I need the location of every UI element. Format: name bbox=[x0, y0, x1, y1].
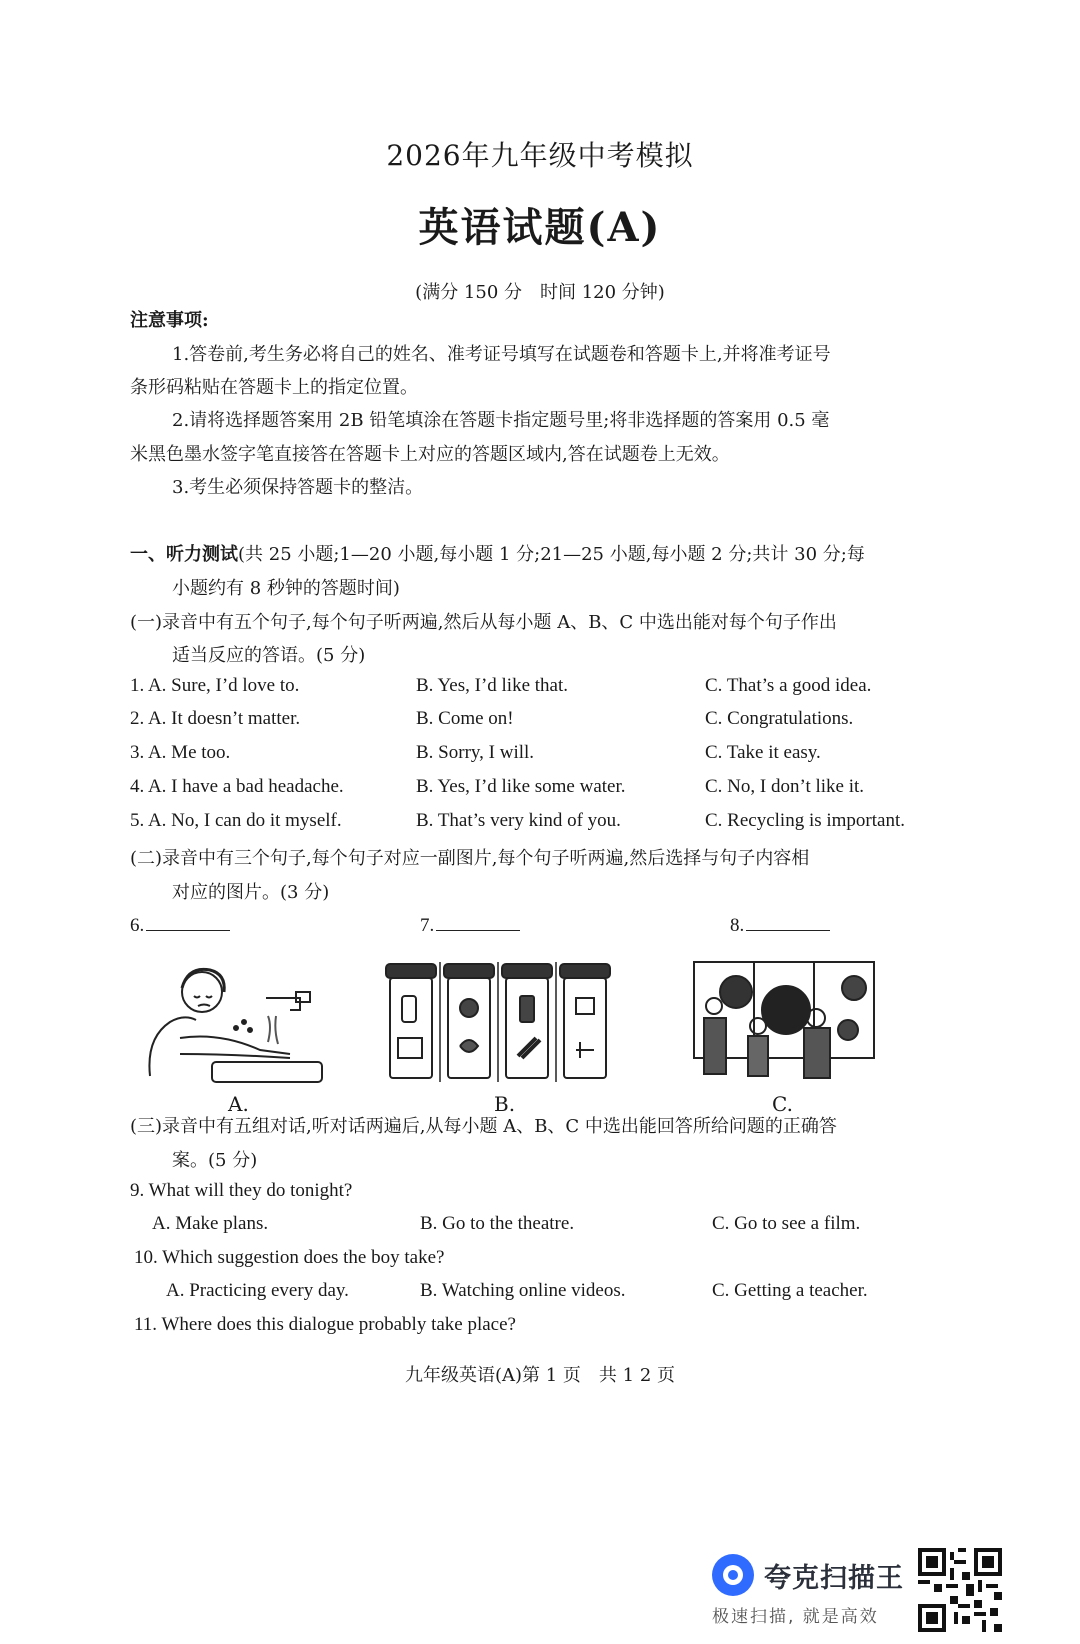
picture-a-label: A. bbox=[228, 1092, 249, 1116]
q9-option-c: C. Go to see a film. bbox=[712, 1213, 861, 1234]
q6-blank bbox=[130, 914, 230, 937]
exam-title: 2026年九年级中考模拟 bbox=[386, 139, 694, 172]
quark-logo-icon bbox=[712, 1554, 754, 1596]
section-1-desc-line-2: 小题约有 8 秒钟的答题时间) bbox=[172, 578, 400, 599]
part-1-instructions-line-1: (一)录音中有五个句子,每个句子听两遍,然后从每小题 A、B、C 中选出能对每个句子作出 bbox=[130, 612, 837, 633]
q8-blank bbox=[730, 914, 830, 937]
boy-washing-hands-picture bbox=[140, 958, 330, 1116]
q10-option-a: A. Practicing every day. bbox=[166, 1280, 349, 1301]
q4-option-c: C. No, I don’t like it. bbox=[705, 776, 865, 797]
q10-option-c: C. Getting a teacher. bbox=[712, 1280, 868, 1301]
score-time: (满分 150 分 时间 120 分钟) bbox=[415, 282, 665, 303]
part-2-instructions-line-2: 对应的图片。(3 分) bbox=[172, 882, 330, 903]
q1-option-c: C. That’s a good idea. bbox=[705, 675, 872, 696]
notes-item-2-line-2: 米黑色墨水签字笔直接答在答题卡上对应的答题区域内,答在试题卷上无效。 bbox=[130, 444, 730, 465]
q6-answer-line bbox=[146, 914, 230, 931]
bin-3 bbox=[502, 964, 552, 1078]
part-3-instructions-line-2: 案。(5 分) bbox=[172, 1150, 258, 1171]
subject-title: 英语试题(A) bbox=[418, 204, 662, 251]
scanner-slogan: 极速扫描, 就是高效 bbox=[712, 1607, 879, 1627]
scanner-app-name: 夸克扫描王 bbox=[764, 1563, 904, 1594]
section-1-label: 一、听力测试 bbox=[130, 544, 238, 565]
q4-option-b: B. Yes, I’d like some water. bbox=[416, 776, 626, 797]
part-3-instructions-line-1: (三)录音中有五组对话,听对话两遍后,从每小题 A、B、C 中选出能回答所给问题的正确答 bbox=[130, 1116, 837, 1137]
notes-item-1-line-2: 条形码粘贴在答题卡上的指定位置。 bbox=[130, 377, 418, 398]
notes-item-2-line-1: 2.请将选择题答案用 2B 铅笔填涂在答题卡指定题号里;将非选择题的答案用 0.5 毫 bbox=[172, 410, 830, 431]
family-window-decorations-picture bbox=[690, 958, 880, 1116]
q8-answer-line bbox=[746, 914, 830, 931]
bin-1 bbox=[386, 964, 436, 1078]
picture-b-label: B. bbox=[494, 1092, 516, 1116]
notes-item-1-line-1: 1.答卷前,考生务必将自己的姓名、准考证号填写在试题卷和答题卡上,并将准考证号 bbox=[172, 344, 831, 365]
q10-stem: 10. Which suggestion does the boy take? bbox=[134, 1247, 445, 1268]
q11-stem: 11. Where does this dialogue probably take place? bbox=[134, 1314, 516, 1335]
notes-item-3: 3.考生必须保持答题卡的整洁。 bbox=[172, 477, 424, 498]
q3-option-c: C. Take it easy. bbox=[705, 742, 821, 763]
bin-2 bbox=[444, 964, 494, 1078]
q10-option-b: B. Watching online videos. bbox=[420, 1280, 626, 1301]
q7-number: 7. bbox=[420, 915, 435, 936]
picture-c-label: C. bbox=[772, 1092, 793, 1116]
q1-option-a: 1. A. Sure, I’d love to. bbox=[130, 675, 300, 696]
q9-stem: 9. What will they do tonight? bbox=[130, 1180, 353, 1201]
q9-option-a: A. Make plans. bbox=[152, 1213, 269, 1234]
q6-number: 6. bbox=[130, 915, 145, 936]
q5-option-c: C. Recycling is important. bbox=[705, 810, 906, 831]
q3-option-a: 3. A. Me too. bbox=[130, 742, 231, 763]
page-footer: 九年级英语(A)第 1 页 共 1 2 页 bbox=[404, 1365, 675, 1386]
scanner-watermark bbox=[712, 1550, 912, 1630]
qr-code-icon bbox=[918, 1548, 1002, 1632]
q1-option-b: B. Yes, I’d like that. bbox=[416, 675, 568, 696]
section-1-desc: (共 25 小题;1—20 小题,每小题 1 分;21—25 小题,每小题 2 分;共计 30 分;每 bbox=[238, 544, 865, 565]
part-1-instructions-line-2: 适当反应的答语。(5 分) bbox=[172, 645, 366, 666]
q8-number: 8. bbox=[730, 915, 745, 936]
q5-option-a: 5. A. No, I can do it myself. bbox=[130, 810, 342, 831]
q2-option-b: B. Come on! bbox=[416, 708, 514, 729]
section-1-heading bbox=[130, 540, 865, 566]
recycling-bins-picture bbox=[382, 958, 622, 1116]
bin-4 bbox=[560, 964, 610, 1078]
q7-answer-line bbox=[436, 914, 520, 931]
q2-option-c: C. Congratulations. bbox=[705, 708, 854, 729]
q4-option-a: 4. A. I have a bad headache. bbox=[130, 776, 344, 797]
q5-option-b: B. That’s very kind of you. bbox=[416, 810, 621, 831]
q9-option-b: B. Go to the theatre. bbox=[420, 1213, 575, 1234]
part-2-instructions-line-1: (二)录音中有三个句子,每个句子对应一副图片,每个句子听两遍,然后选择与句子内容相 bbox=[130, 848, 810, 869]
q2-option-a: 2. A. It doesn’t matter. bbox=[130, 708, 301, 729]
q3-option-b: B. Sorry, I will. bbox=[416, 742, 535, 763]
q7-blank bbox=[420, 914, 520, 937]
notes-heading: 注意事项: bbox=[130, 310, 209, 331]
